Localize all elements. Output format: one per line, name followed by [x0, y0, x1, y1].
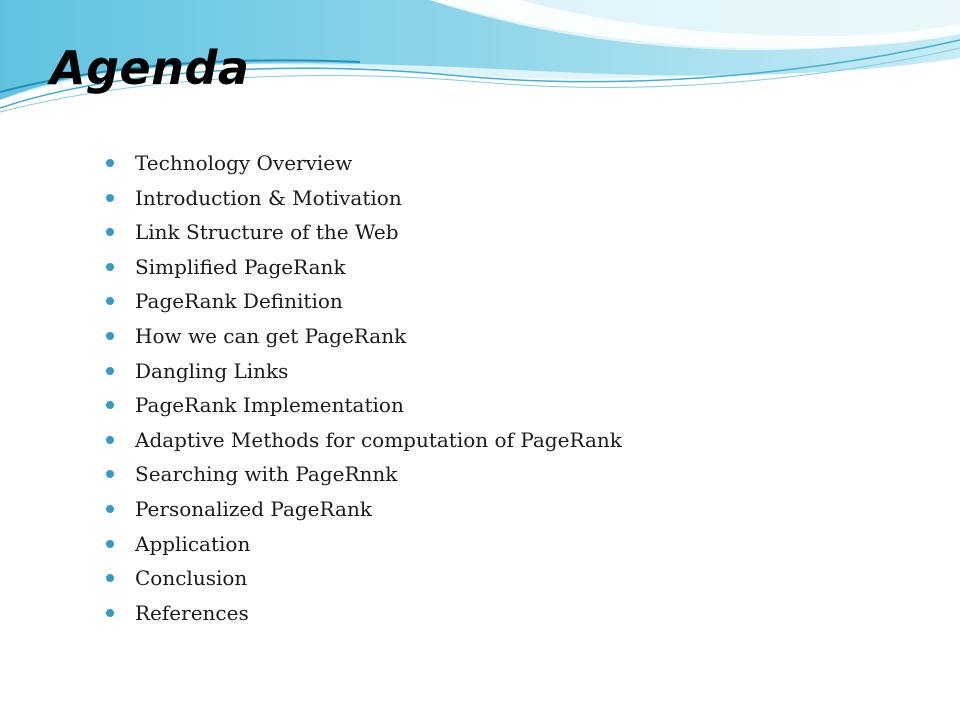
bullet-icon	[106, 574, 114, 582]
list-item-label: PageRank Implementation	[135, 393, 404, 418]
bullet-icon	[106, 609, 114, 617]
bullet-icon	[106, 228, 114, 236]
list-item	[106, 388, 622, 423]
list-item-label: Link Structure of the Web	[135, 220, 399, 245]
list-item-label: Personalized PageRank	[135, 496, 372, 521]
list-item	[106, 423, 622, 458]
bullet-icon	[106, 401, 114, 409]
list-item	[106, 354, 622, 389]
bullet-icon	[106, 263, 114, 271]
list-item-label: References	[135, 600, 249, 625]
list-item	[106, 181, 622, 216]
list-item-label: Dangling Links	[135, 358, 289, 383]
list-item	[106, 319, 622, 354]
list-item	[106, 457, 622, 492]
agenda-list	[106, 146, 622, 630]
list-item-label: Adaptive Methods for computation of PageRank	[135, 427, 622, 452]
bullet-icon	[106, 505, 114, 513]
bullet-icon	[106, 297, 114, 305]
list-item	[106, 250, 622, 285]
bullet-icon	[106, 470, 114, 478]
list-item	[106, 284, 622, 319]
list-item	[106, 561, 622, 596]
list-item-label: Conclusion	[135, 566, 248, 591]
bullet-icon	[106, 367, 114, 375]
list-item-label: Introduction & Motivation	[135, 185, 402, 210]
list-item-label: Technology Overview	[135, 151, 353, 175]
slide-title: Agenda	[50, 41, 250, 95]
bullet-icon	[106, 332, 114, 340]
list-item	[106, 215, 622, 250]
bullet-icon	[106, 194, 114, 202]
list-item	[106, 146, 622, 181]
list-item-label: PageRank Definition	[135, 289, 343, 314]
bullet-icon	[106, 436, 114, 444]
list-item	[106, 596, 622, 631]
bullet-icon	[106, 540, 114, 548]
list-item-label: Searching with PageRnnk	[135, 462, 398, 487]
list-item	[106, 492, 622, 527]
list-item-label: Simplified PageRank	[135, 254, 346, 279]
list-item	[106, 527, 622, 562]
list-item-label: How we can get PageRank	[135, 323, 407, 348]
bullet-icon	[106, 159, 114, 167]
list-item-label: Application	[135, 531, 251, 556]
